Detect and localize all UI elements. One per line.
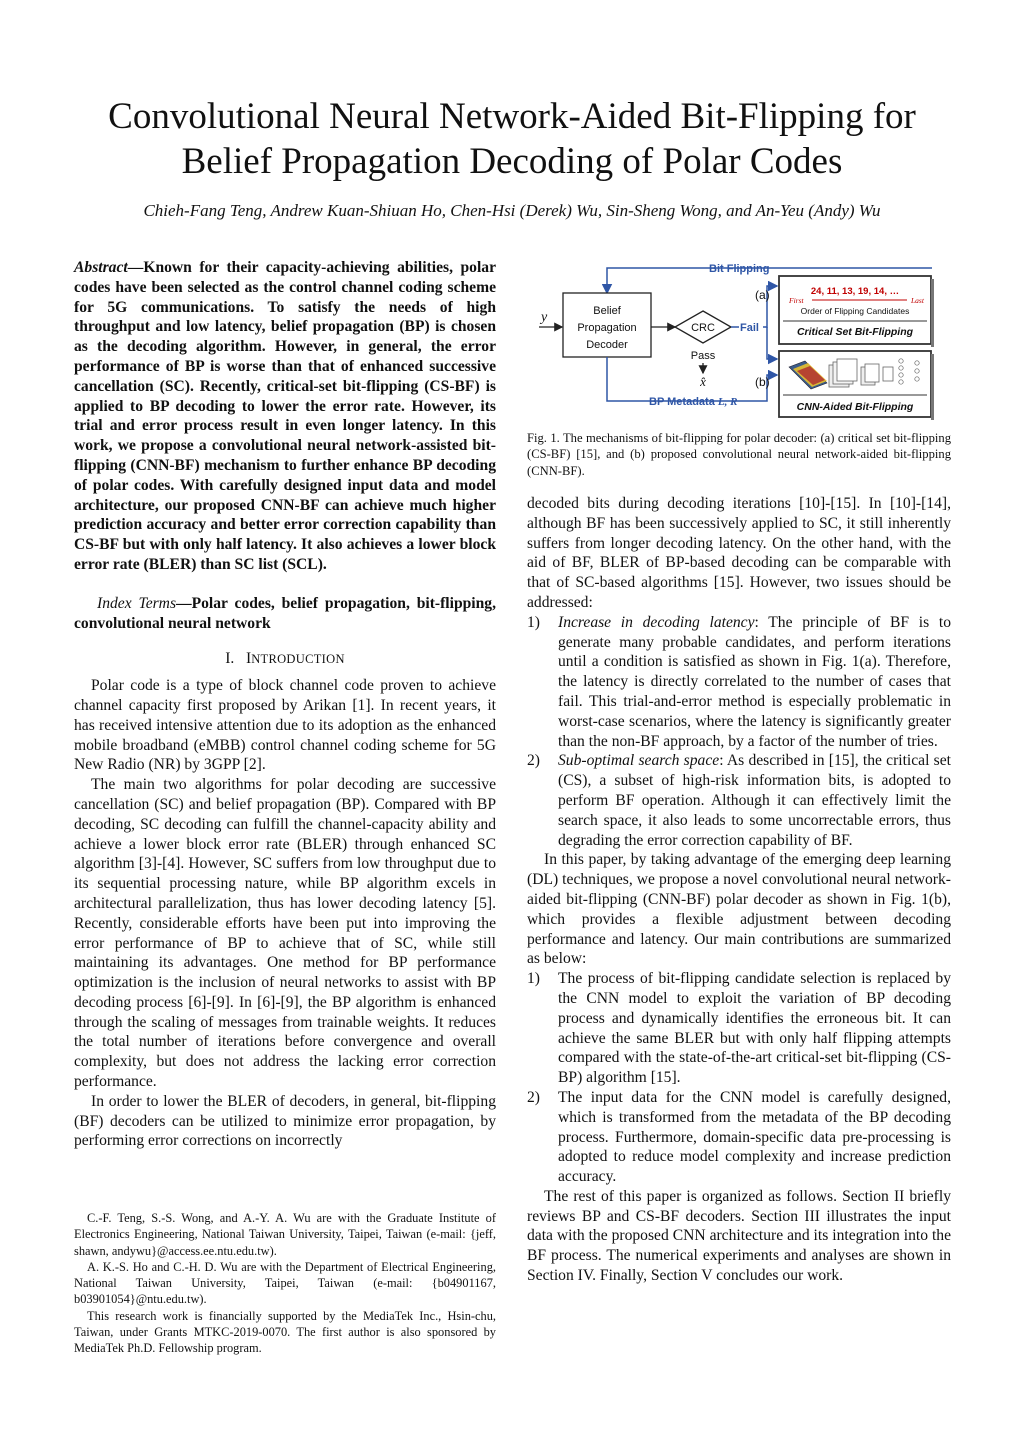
abstract-text: —Known for their capacity-achieving abilities, polar codes have been selected as the control channel coding scheme for 5G communications. To satisfy the needs of high throughput and low latency, belief propagation (BP) is chosen as the decoding algorithm. However, in general, the error performance of BP is worse than that of enhanced successive cancellation (SC). Recently, critical-set bit-flipping (CS-BF) is applied to BP decoding to lower the error rate. However, its trial and error process result in even longer latency. In this work, we propose a convolutional neural network-assisted bit-flipping (CNN-BF) mechanism to further enhance BP decoding of polar codes. With carefully designed input data and model architecture, our proposed CNN-BF can achieve much higher prediction accuracy and better error correction capability than CS-BF but with only half latency. It also achieves a lower block error rate (BLER) than SC list (SCL). — [74, 259, 496, 573]
contribution-number: 1) — [527, 970, 540, 988]
bp-metadata-label — [649, 396, 737, 408]
cnn-bf-title: CNN-Aided Bit-Flipping — [796, 401, 914, 413]
x-hat-label: x̂ — [700, 374, 706, 389]
right-paragraph-2: In this paper, by taking advantage of the emerging deep learning (DL) techniques, we propose a novel convolutional neural network-aided bit-flipping (CNN-BF) polar decoder as shown in Fig. 1(b), which provides a flexible adjustment between decoding performance and latency. Our main contributions are summarized as below: — [527, 851, 951, 968]
abstract-label: Abstract — [74, 259, 128, 276]
last-label: Last — [911, 296, 924, 305]
issue-text: : The principle of BF is to generate many probable candidates, and perform iterations until a condition is satisfied as shown in Fig. 1(a). Therefore, the latency is directly correlated to the number of cases that fail. This trial-and-error method is especially problematic in worst-case scenarios, where the latency is significantly greater than the non-BF approach, by a factor of the number of tries. — [558, 613, 951, 750]
section-heading-introduction — [74, 649, 496, 670]
figure-1-diagram — [527, 255, 951, 425]
right-paragraph-3: The rest of this paper is organized as follows. Section II briefly reviews BP and CS-BF decoders. Section III illustrates the input data with the proposed CNN architecture and its integration into the BF process. The numerical experiments and analyses are shown in Section IV. Finally, Section V concludes our work. — [527, 1187, 951, 1285]
pass-label: Pass — [690, 350, 716, 362]
issues-list — [527, 613, 951, 851]
crc-label: CRC — [691, 322, 715, 334]
contribution-item — [527, 1088, 951, 1187]
section-numeral: I. — [225, 650, 235, 668]
index-terms — [74, 594, 496, 634]
footnote-affiliation-2: A. K.-S. Ho and C.-H. D. Wu are with the Department of Electrical Engineering, National Taiwan University, Taipei, Taiwan (e-mail: {b04901167, b03901054}@ntu.edu.tw). — [74, 1259, 496, 1307]
right-paragraph-1: decoded bits during decoding iterations [10]-[15]. In [10]-[14], although BF has been successively applied to SC, it still inherently suffers from longer decoding latency. On the other hand, with the aid of BF, BLER of BP-based decoding can be comparable with that of SC-based algorithms [15]. However, two issues should be addressed: — [527, 495, 951, 611]
fail-label: Fail — [740, 322, 759, 334]
contribution-number: 2) — [527, 1088, 540, 1106]
bit-flipping-label: Bit Flipping — [709, 263, 770, 275]
title-line-2: Belief Propagation Decoding of Polar Codes — [181, 141, 843, 182]
bp-metadata-line — [607, 357, 777, 401]
right-column — [527, 494, 951, 1286]
contribution-text: The process of bit-flipping candidate selection is replaced by the CNN model to exploit the variation of BP decoding process and dynamically identifies the erroneous bit. It can achieve the same BLER but with only half flipping attempts compared with the state-of-the-art critical-set bit-flipping (CS-BP) algorithm [15]. — [558, 970, 951, 1087]
contribution-item — [527, 969, 951, 1088]
title-line-1: Convolutional Neural Network-Aided Bit-Flipping for — [108, 96, 916, 137]
decoder-line-2: Propagation — [577, 322, 637, 334]
intro-paragraph-3: In order to lower the BLER of decoders, in general, bit-flipping (BF) decoders can be utilized to minimize error propagation, by performing error corrections on incorrectly — [74, 1092, 496, 1150]
footnote-affiliation-1: C.-F. Teng, S.-S. Wong, and A.-Y. A. Wu are with the Graduate Institute of Electronics Engineering, National Taiwan University, Taipei, Taiwan (e-mail: {jeff, shawn, andywu}@access.ee.ntu.edu.tw). — [74, 1211, 496, 1258]
issue-number: 2) — [527, 752, 540, 770]
section-title-first: I — [246, 650, 252, 668]
issue-item — [527, 613, 951, 752]
order-title: Order of Flipping Candidates — [800, 306, 910, 316]
intro-paragraph-1: Polar code is a type of block channel code proven to achieve channel capacity first proposed by Arikan [1]. In recent years, it has received intensive attention due to its adoption as the enhanced mobile broadband (eMBB) control channel coding scheme for 5G New Radio (NR) by 3GPP [2]. — [74, 677, 496, 774]
section-title-rest: NTRODUCTION — [251, 652, 345, 667]
cs-bf-title: Critical Set Bit-Flipping — [796, 326, 914, 338]
issue-title: Sub-optimal search space — [558, 752, 720, 770]
fail-branch-b-line — [767, 327, 777, 359]
bp-metadata-vars: L, R — [717, 396, 738, 408]
footnotes — [74, 1210, 496, 1357]
author-list: Chieh-Fang Teng, Andrew Kuan-Shiuan Ho, Chen-Hsi (Derek) Wu, Sin-Sheng Wong, and An-Yeu (Andy) Wu — [143, 201, 881, 220]
intro-paragraph-2: The main two algorithms for polar decoding are successive cancellation (SC) and belief propagation (BP). Compared with BP decoding, SC decoding can fulfill the channel-capacity ability and achieve a lower block error rate (BLER) through enhanced SC algorithm [3]-[4]. However, SC suffers from low throughput due to its sequential processing nature, while BP algorithm excels in architectural parallelization, thus has lower decoding latency [5]. Recently, considerable efforts have been put into improving the error performance of BP to achieve that of SC, while still maintaining its advantages. One method for BP performance optimization is the inclusion of neural networks to assist with BP decoding process [6]-[9]. In [6]-[9], the BP algorithm is enhanced through the scaling of messages from trainable weights. It reduces the total number of iterations before convergence and overall complexity, but does not address the lacking error correction performance. — [74, 776, 496, 1091]
label-a: (a) — [755, 288, 770, 302]
paper-title — [40, 94, 984, 184]
bp-metadata-text: BP Metadata — [649, 396, 715, 408]
index-terms-label: Index Terms — [97, 594, 177, 612]
issue-title: Increase in decoding latency — [558, 613, 755, 631]
index-terms-text: —Polar codes, belief propagation, bit-flipping, convolutional neural network — [74, 594, 496, 632]
cnn-bf-shadow — [931, 354, 934, 420]
issue-item — [527, 751, 951, 850]
abstract — [74, 258, 496, 575]
decoder-line-1: Belief — [593, 305, 621, 317]
label-b: (b) — [755, 375, 770, 389]
left-column — [74, 258, 496, 1151]
figure-1-caption: Fig. 1. The mechanisms of bit-flipping for polar decoder: (a) critical set bit-flipping (CS-BF) [15], and (b) proposed convolutional neural network-aided bit-flipping (CNN-BF). — [527, 431, 951, 478]
cs-bf-shadow — [931, 279, 934, 347]
issue-text: : As described in [15], the critical set (CS), a subset of high-risk information bits, is adopted to perform BF operation. Although it can effectively limit the search space, it also leads to some uncorrectable errors, thus degrading the error correction capability of BF. — [558, 752, 951, 849]
input-y-label: y — [541, 310, 548, 325]
footnote-funding: This research work is financially supported by the MediaTek Inc., Hsin-chu, Taiwan, under Grants MTKC-2019-0070. The first author is also sponsored by MediaTek Ph.D. Fellowship program. — [74, 1308, 496, 1356]
decoder-line-3: Decoder — [586, 339, 628, 351]
contribution-text: The input data for the CNN model is carefully designed, which is transformed from the metadata of the BP decoding process. Furthermore, domain-specific data pre-processing is adopted to reduce model complexity and increase prediction accuracy. — [558, 1088, 951, 1186]
first-label: First — [789, 296, 804, 305]
contributions-list — [527, 969, 951, 1187]
order-sequence: 24, 11, 13, 19, 14, … — [810, 286, 900, 297]
issue-number: 1) — [527, 613, 540, 631]
